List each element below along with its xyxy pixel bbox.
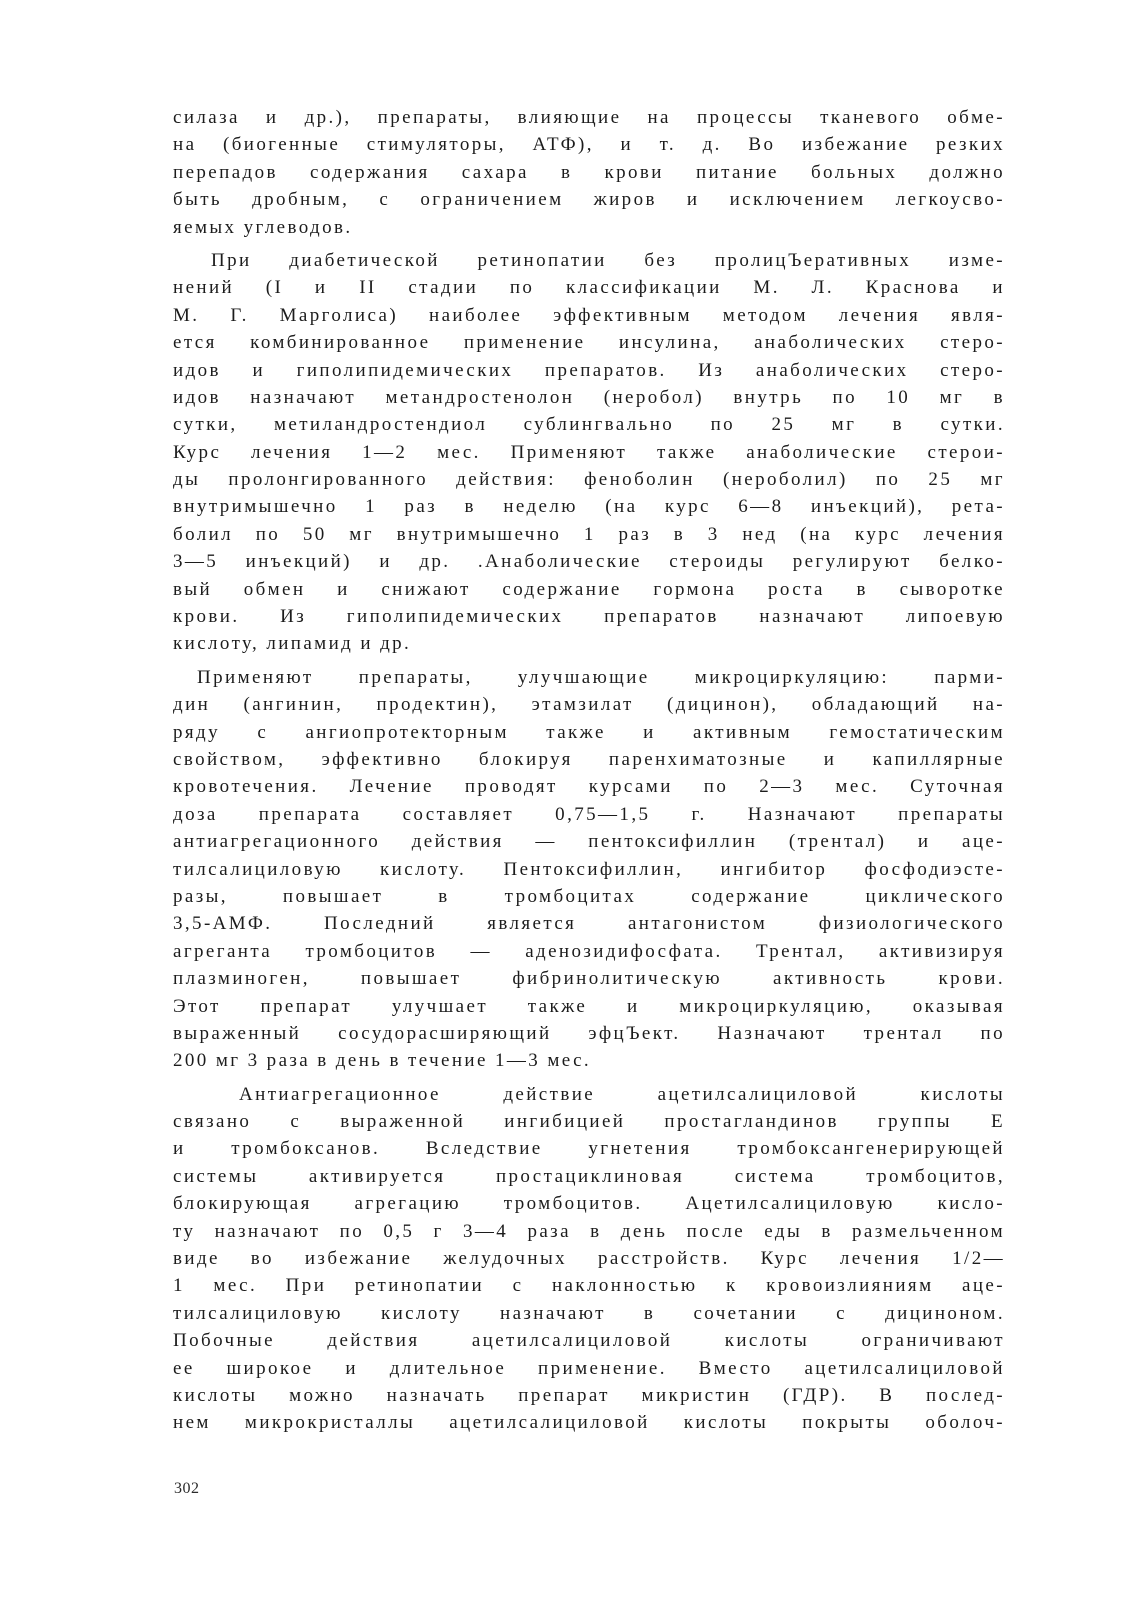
text-line: Антиагрегационное действие ацетилсалициловой кислоты bbox=[239, 1083, 1005, 1105]
text-line: кислоту, липамид и др. bbox=[173, 633, 412, 655]
text-line: ту назначают по 0,5 г 3—4 раза в день после еды в размельченном bbox=[173, 1220, 1005, 1242]
text-line: 200 мг 3 раза в день в течение 1—3 мес. bbox=[173, 1050, 592, 1072]
text-line: сутки, метиландростендиол сублингвально по 25 мг в сутки. bbox=[173, 414, 1005, 436]
page-number: 302 bbox=[174, 1480, 200, 1497]
text-line: М. Г. Марголиса) наиболее эффективным методом лечения явля- bbox=[173, 304, 1005, 326]
paragraph-3 bbox=[173, 664, 1005, 1075]
text-line: внутримышечно 1 раз в неделю (на курс 6—8 инъекций), рета- bbox=[173, 496, 1005, 518]
text-line: Побочные действия ацетилсалициловой кислоты ограничивают bbox=[173, 1330, 1005, 1352]
text-line: доза препарата составляет 0,75—1,5 г. Назначают препараты bbox=[173, 803, 1005, 825]
text-line: ряду с ангиопротекторным также и активным гемостатическим bbox=[173, 721, 1005, 743]
text-line: свойством, эффективно блокируя паренхиматозные и капиллярные bbox=[173, 748, 1005, 770]
text-line: ды пролонгированного действия: феноболин (нероболил) по 25 мг bbox=[173, 469, 1005, 491]
text-line: силаза и др.), препараты, влияющие на процессы тканевого обме- bbox=[173, 107, 1005, 128]
text-line: нем микрокристаллы ацетилсалициловой кислоты покрыты оболоч- bbox=[173, 1412, 1005, 1434]
text-line: яемых углеводов. bbox=[173, 216, 353, 238]
text-line: системы активируется простациклиновая система тромбоцитов, bbox=[173, 1165, 1005, 1187]
text-line: тилсалициловую кислоту. Пентоксифиллин, ингибитор фосфодиэсте- bbox=[173, 858, 1005, 880]
text-line: дин (ангинин, продектин), этамзилат (дицинон), обладающий на- bbox=[173, 694, 1005, 716]
text-line: болил по 50 мг внутримышечно 1 раз в 3 нед (на курс лечения bbox=[173, 523, 1005, 545]
text-line: выраженный сосудорасширяющий эфцЪект. Назначают трентал по bbox=[173, 1022, 1005, 1044]
text-line: блокирующая агрегацию тромбоцитов. Ацетилсалициловую кисло- bbox=[173, 1193, 1005, 1215]
text-line: ее широкое и длительное применение. Вместо ацетилсалициловой bbox=[173, 1357, 1005, 1379]
text-line: ется комбинированное применение инсулина, анаболических стеро- bbox=[173, 332, 1005, 354]
text-line: перепадов содержания сахара в крови питание больных должно bbox=[173, 161, 1005, 183]
text-line: плазминоген, повышает фибринолитическую активность крови. bbox=[173, 968, 1005, 990]
text-line: связано с выраженной ингибицией простагландинов группы Е bbox=[173, 1111, 1005, 1133]
text-line: агреганта тромбоцитов — аденозидифосфата. Трентал, активизируя bbox=[173, 940, 1005, 962]
text-line: разы, повышает в тромбоцитах содержание циклического bbox=[173, 885, 1005, 907]
text-line: виде во избежание желудочных расстройств. Курс лечения 1/2— bbox=[173, 1248, 1005, 1270]
text-line: 3,5-АМФ. Последний является антагонистом физиологического bbox=[173, 913, 1005, 935]
text-line: тилсалициловую кислоту назначают в сочетании с дициноном. bbox=[173, 1302, 1005, 1324]
text-line: При диабетической ретинопатии без пролицЪеративных изме- bbox=[211, 249, 1005, 271]
text-line: Этот препарат улучшает также и микроциркуляцию, оказывая bbox=[173, 995, 1005, 1017]
body-text bbox=[173, 104, 1005, 1443]
text-line: идов и гиполипидемических препаратов. Из анаболических стеро- bbox=[173, 359, 1005, 381]
text-line: Применяют препараты, улучшающие микроциркуляцию: парми- bbox=[197, 666, 1005, 688]
text-line: на (биогенные стимуляторы, АТФ), и т. д. Во избежание резких bbox=[173, 134, 1005, 156]
paragraph-4 bbox=[173, 1081, 1005, 1437]
text-line: нений (I и II стадии по классификации М. Л. Краснова и bbox=[173, 277, 1005, 299]
text-line: крови. Из гиполипидемических препаратов назначают липоевую bbox=[173, 606, 1005, 628]
text-line: 3—5 инъекций) и др. .Анаболические стероиды регулируют белко- bbox=[173, 551, 1005, 573]
text-line: антиагрегационного действия — пентоксифиллин (трентал) и аце- bbox=[173, 831, 1005, 853]
text-line: вый обмен и снижают содержание гормона роста в сыворотке bbox=[173, 578, 1005, 600]
text-line: кислоты можно назначать препарат микристин (ГДР). В послед- bbox=[173, 1384, 1005, 1406]
text-line: быть дробным, с ограничением жиров и исключением легкоусво- bbox=[173, 189, 1005, 211]
text-line: кровотечения. Лечение проводят курсами по 2—3 мес. Суточная bbox=[173, 776, 1005, 798]
text-line: и тромбоксанов. Вследствие угнетения тромбоксангенерирующей bbox=[173, 1138, 1005, 1160]
paragraph-1 bbox=[173, 104, 1005, 241]
text-line: Курс лечения 1—2 мес. Применяют также анаболические стерои- bbox=[173, 441, 1005, 463]
text-line: 1 мес. При ретинопатии с наклонностью к кровоизлияниям аце- bbox=[173, 1275, 1005, 1297]
paragraph-2 bbox=[173, 247, 1005, 658]
text-line: идов назначают метандростенолон (неробол) внутрь по 10 мг в bbox=[173, 386, 1005, 408]
